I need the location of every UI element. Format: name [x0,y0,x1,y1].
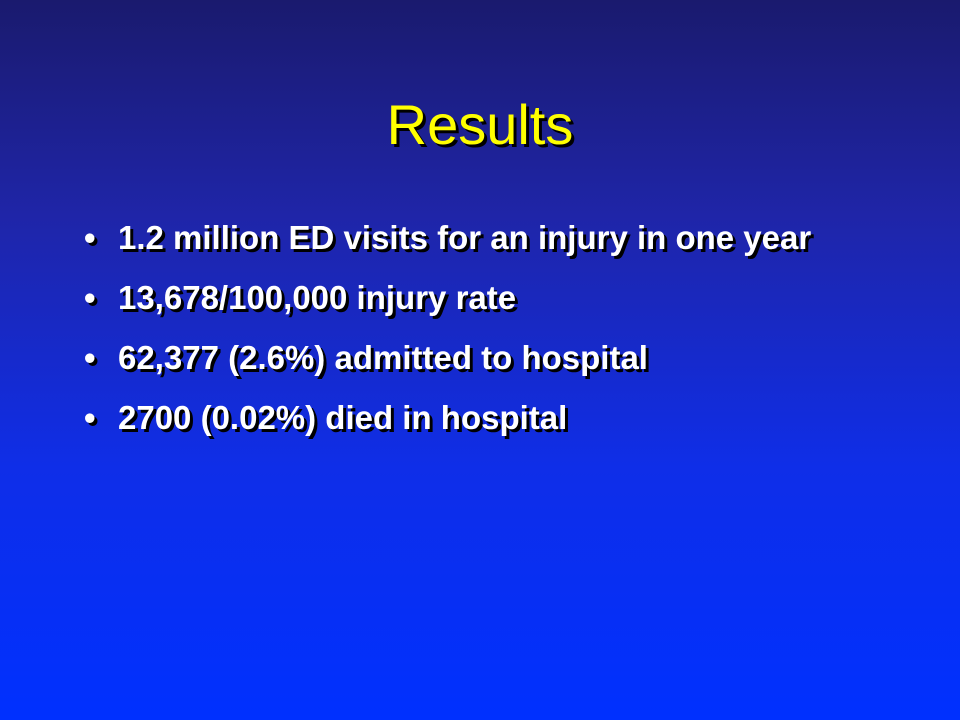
list-item [84,338,884,378]
list-item [84,398,884,438]
slide-title: Results [386,93,574,156]
bullet-list [84,218,884,458]
bullet-icon: • [84,279,96,316]
bullet-icon: • [84,219,96,256]
bullet-icon: • [84,339,96,376]
bullet-icon: • [84,399,96,436]
list-item [84,218,884,258]
bullet-text: 13,678/100,000 injury rate [118,279,517,316]
bullet-text: 62,377 (2.6%) admitted to hospital [118,339,648,376]
bullet-text: 1.2 million ED visits for an injury in one year [118,219,812,256]
bullet-text: 2700 (0.02%) died in hospital [118,399,568,436]
list-item [84,278,884,318]
